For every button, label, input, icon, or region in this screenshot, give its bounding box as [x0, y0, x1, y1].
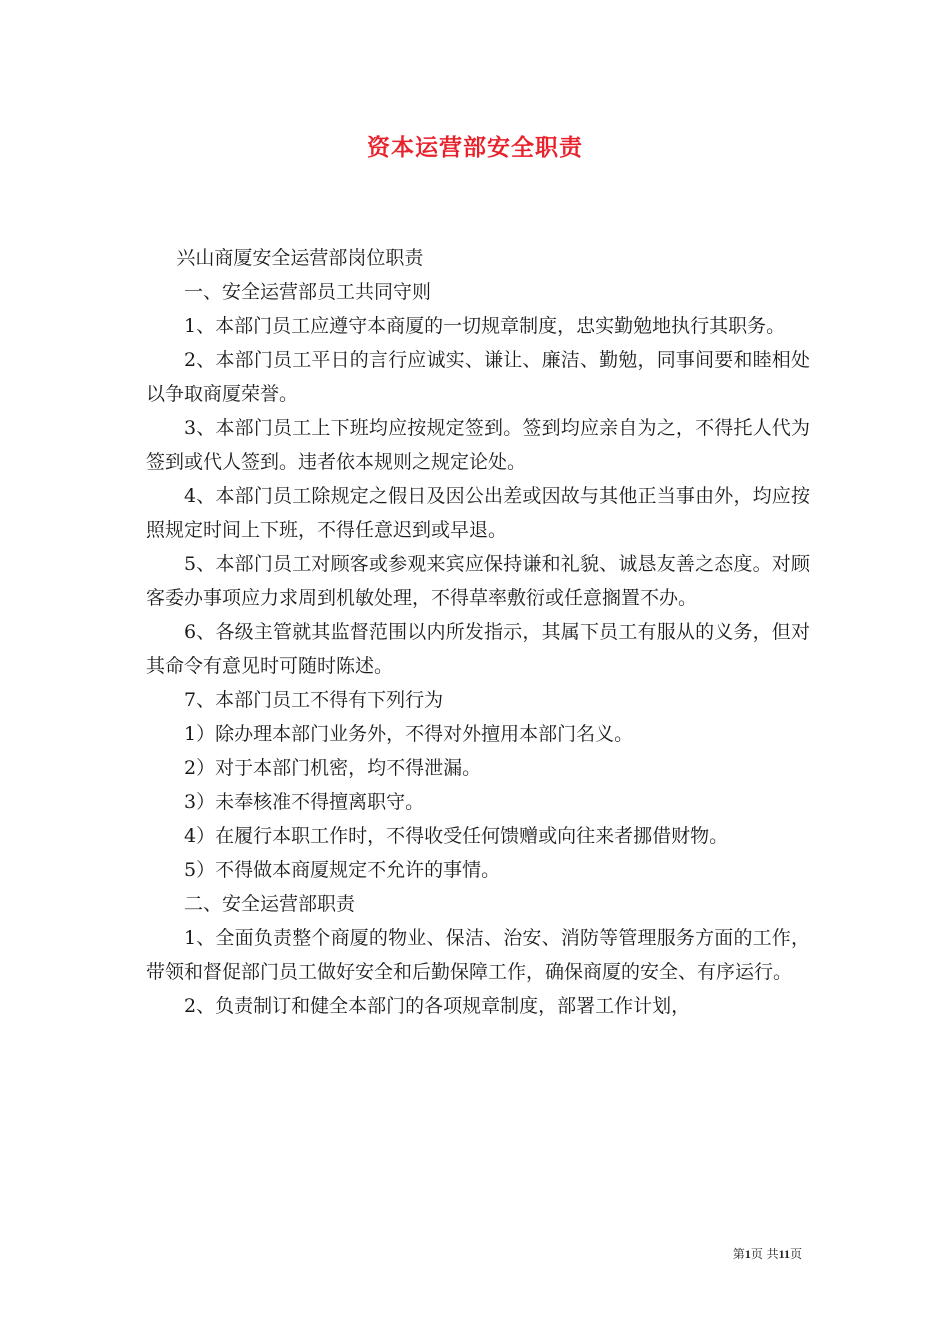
paragraph: 1、全面负责整个商厦的物业、保洁、治安、消防等管理服务方面的工作，带领和督促部门员工做好安全和后勤保障工作，确保商厦的安全、有序运行。	[146, 927, 810, 983]
footer-prefix: 第	[732, 1247, 745, 1261]
paragraph-heading: 兴山商厦安全运营部岗位职责	[176, 247, 424, 269]
list-item: 3）未奉核准不得擅离职守。	[184, 791, 425, 813]
paragraph: 2、本部门员工平日的言行应诚实、谦让、廉洁、勤勉，同事间要和睦相处以争取商厦荣誉。	[146, 349, 810, 405]
document-title: 资本运营部安全职责	[367, 134, 583, 161]
list-item: 1）除办理本部门业务外，不得对外擅用本部门名义。	[184, 723, 634, 745]
footer-middle: 页 共	[750, 1247, 779, 1261]
paragraph: 2、负责制订和健全本部门的各项规章制度，部署工作计划，	[184, 995, 691, 1017]
list-item: 5）不得做本商厦规定不允许的事情。	[184, 859, 501, 881]
footer-total-pages: 11	[778, 1247, 790, 1261]
paragraph: 7、本部门员工不得有下列行为	[184, 689, 444, 711]
paragraph: 6、各级主管就其监督范围以内所发指示，其属下员工有服从的义务，但对其命令有意见时可随时陈述。	[146, 621, 810, 677]
paragraph: 5、本部门员工对顾客或参观来宾应保持谦和礼貌、诚恳友善之态度。对顾客委办事项应力求周到机敏处理，不得草率敷衍或任意搁置不办。	[146, 553, 810, 609]
footer-page-number: 1	[744, 1247, 751, 1261]
section-heading-1: 一、安全运营部员工共同守则	[184, 281, 432, 303]
list-item: 4）在履行本职工作时，不得收受任何馈赠或向往来者挪借财物。	[184, 825, 729, 847]
list-item: 2）对于本部门机密，均不得泄漏。	[184, 757, 482, 779]
section-heading-2: 二、安全运营部职责	[184, 893, 356, 915]
paragraph: 4、本部门员工除规定之假日及因公出差或因故与其他正当事由外，均应按照规定时间上下班，不得任意迟到或早退。	[146, 485, 810, 541]
paragraph: 3、本部门员工上下班均应按规定签到。签到均应亲自为之，不得托人代为签到或代人签到。违者依本规则之规定论处。	[146, 417, 810, 473]
page-number-footer	[733, 1245, 802, 1263]
document-body	[146, 241, 810, 1023]
footer-suffix: 页	[789, 1247, 802, 1261]
paragraph: 1、本部门员工应遵守本商厦的一切规章制度，忠实勤勉地执行其职务。	[184, 315, 786, 337]
